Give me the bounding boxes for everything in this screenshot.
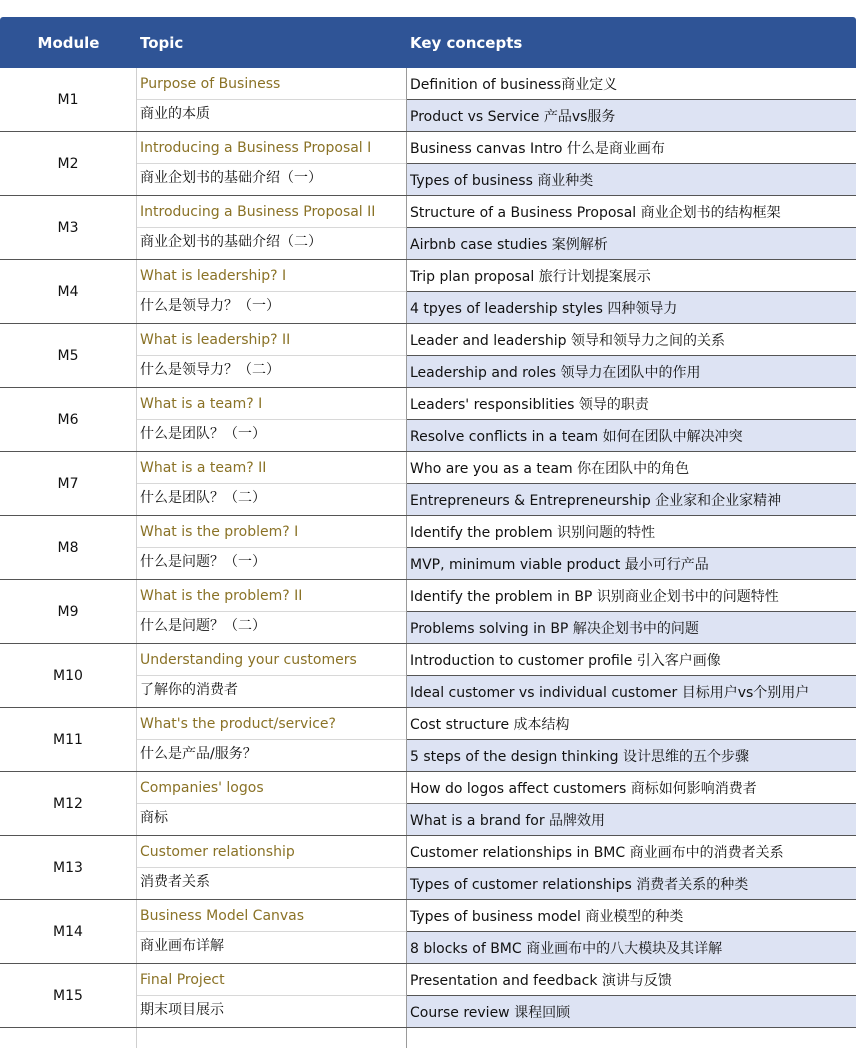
module-cell: M5	[0, 324, 137, 387]
table-row	[0, 964, 856, 1028]
key-concept-2: Ideal customer vs individual customer 目标用户vs个别用户	[407, 676, 856, 707]
table-row	[0, 452, 856, 516]
header-key-concepts: Key concepts	[410, 33, 523, 52]
module-cell: M11	[0, 708, 137, 771]
key-concept-2: 4 tpyes of leadership styles 四种领导力	[407, 292, 856, 323]
header-topic: Topic	[140, 33, 184, 52]
key-concepts-cell	[407, 260, 856, 323]
table-row	[0, 516, 856, 580]
module-cell: M4	[0, 260, 137, 323]
topic-chinese: 商标	[140, 810, 168, 826]
key-concept-1: Trip plan proposal 旅行计划提案展示	[407, 260, 856, 292]
table-header	[0, 17, 856, 68]
key-concepts-cell	[407, 68, 856, 131]
module-cell: M14	[0, 900, 137, 963]
key-concept-2: Airbnb case studies 案例解析	[407, 228, 856, 259]
topic-cell	[137, 836, 407, 899]
topic-english: What is the problem? II	[137, 580, 406, 612]
key-concepts-cell	[407, 324, 856, 387]
key-concepts-cell	[407, 196, 856, 259]
key-concept-1: Presentation and feedback 演讲与反馈	[407, 964, 856, 996]
topic-english: Understanding your customers	[137, 644, 406, 676]
topic-cell	[137, 900, 407, 963]
topic-cell	[137, 772, 407, 835]
key-concept-2: Entrepreneurs & Entrepreneurship 企业家和企业家精神	[407, 484, 856, 515]
topic-chinese: 什么是问题？（二）	[140, 618, 266, 634]
topic-english: Companies' logos	[137, 772, 406, 804]
key-concept-2: Product vs Service 产品vs服务	[407, 100, 856, 131]
module-cell: M3	[0, 196, 137, 259]
table-row	[0, 68, 856, 132]
topic-chinese: 什么是团队？（二）	[140, 490, 266, 506]
key-concepts-cell	[407, 708, 856, 771]
topic-cell	[137, 324, 407, 387]
table-row	[0, 836, 856, 900]
topic-chinese: 了解你的消费者	[140, 682, 238, 698]
key-concepts-cell	[407, 900, 856, 963]
topic-cell	[137, 964, 407, 1027]
key-concept-1: Identify the problem 识别问题的特性	[407, 516, 856, 548]
key-concept-1: Cost structure 成本结构	[407, 708, 856, 740]
module-cell: M7	[0, 452, 137, 515]
topic-chinese: 什么是团队？（一）	[140, 426, 266, 442]
topic-chinese: 商业企划书的基础介绍（二）	[140, 234, 322, 250]
header-module: Module	[37, 33, 100, 52]
key-concepts-cell	[407, 452, 856, 515]
key-concept-2: Course review 课程回顾	[407, 996, 856, 1027]
trailing-cell-topic	[137, 1028, 407, 1048]
topic-chinese: 消费者关系	[140, 874, 210, 890]
key-concept-1: Introduction to customer profile 引入客户画像	[407, 644, 856, 676]
module-cell: M15	[0, 964, 137, 1027]
topic-english: Introducing a Business Proposal II	[137, 196, 406, 228]
module-cell: M12	[0, 772, 137, 835]
topic-cell	[137, 260, 407, 323]
topic-english: Customer relationship	[137, 836, 406, 868]
table-row	[0, 900, 856, 964]
key-concepts-cell	[407, 388, 856, 451]
key-concept-1: Structure of a Business Proposal 商业企划书的结构框架	[407, 196, 856, 228]
key-concept-2: Types of customer relationships 消费者关系的种类	[407, 868, 856, 899]
topic-cell	[137, 708, 407, 771]
key-concept-2: 8 blocks of BMC 商业画布中的八大模块及其详解	[407, 932, 856, 963]
key-concepts-cell	[407, 964, 856, 1027]
topic-cell	[137, 132, 407, 195]
key-concept-1: Identify the problem in BP 识别商业企划书中的问题特性	[407, 580, 856, 612]
topic-chinese: 商业画布详解	[140, 938, 224, 954]
topic-cell	[137, 644, 407, 707]
topic-english: What is leadership? I	[137, 260, 406, 292]
module-cell: M13	[0, 836, 137, 899]
module-cell: M8	[0, 516, 137, 579]
key-concept-2: Types of business 商业种类	[407, 164, 856, 195]
table-row	[0, 644, 856, 708]
table-body	[0, 68, 856, 1028]
key-concept-2: Problems solving in BP 解决企划书中的问题	[407, 612, 856, 643]
key-concept-1: Leaders' responsiblities 领导的职责	[407, 388, 856, 420]
table-row	[0, 708, 856, 772]
key-concept-2: Leadership and roles 领导力在团队中的作用	[407, 356, 856, 387]
topic-cell	[137, 388, 407, 451]
topic-english: Business Model Canvas	[137, 900, 406, 932]
table-row	[0, 324, 856, 388]
key-concept-1: Business canvas Intro 什么是商业画布	[407, 132, 856, 164]
key-concept-2: What is a brand for 品牌效用	[407, 804, 856, 835]
topic-english: What is a team? I	[137, 388, 406, 420]
module-cell: M10	[0, 644, 137, 707]
key-concept-1: Definition of business商业定义	[407, 68, 856, 100]
topic-english: What's the product/service?	[137, 708, 406, 740]
key-concepts-cell	[407, 836, 856, 899]
topic-cell	[137, 196, 407, 259]
topic-cell	[137, 68, 407, 131]
table-trailing-row	[0, 1028, 856, 1048]
topic-cell	[137, 580, 407, 643]
trailing-cell-module	[0, 1028, 137, 1048]
key-concept-2: MVP, minimum viable product 最小可行产品	[407, 548, 856, 579]
topic-english: Introducing a Business Proposal I	[137, 132, 406, 164]
key-concepts-cell	[407, 132, 856, 195]
topic-chinese: 什么是产品/服务？	[140, 746, 257, 762]
table-row	[0, 196, 856, 260]
module-cell: M6	[0, 388, 137, 451]
topic-english: What is a team? II	[137, 452, 406, 484]
key-concept-2: 5 steps of the design thinking 设计思维的五个步骤	[407, 740, 856, 771]
key-concept-1: Types of business model 商业模型的种类	[407, 900, 856, 932]
table-row	[0, 580, 856, 644]
key-concept-1: Leader and leadership 领导和领导力之间的关系	[407, 324, 856, 356]
topic-chinese: 什么是问题？（一）	[140, 554, 266, 570]
curriculum-table	[0, 17, 856, 1048]
key-concept-1: How do logos affect customers 商标如何影响消费者	[407, 772, 856, 804]
table-row	[0, 772, 856, 836]
topic-english: What is leadership? II	[137, 324, 406, 356]
key-concepts-cell	[407, 580, 856, 643]
key-concept-1: Customer relationships in BMC 商业画布中的消费者关系	[407, 836, 856, 868]
topic-chinese: 期末项目展示	[140, 1002, 224, 1018]
key-concepts-cell	[407, 772, 856, 835]
topic-cell	[137, 452, 407, 515]
topic-english: Purpose of Business	[137, 68, 406, 100]
topic-chinese: 什么是领导力？（二）	[140, 362, 280, 378]
module-cell: M2	[0, 132, 137, 195]
key-concept-1: Who are you as a team 你在团队中的角色	[407, 452, 856, 484]
topic-chinese: 商业企划书的基础介绍（一）	[140, 170, 322, 186]
module-cell: M1	[0, 68, 137, 131]
topic-english: What is the problem? I	[137, 516, 406, 548]
table-row	[0, 388, 856, 452]
topic-chinese: 什么是领导力？（一）	[140, 298, 280, 314]
key-concepts-cell	[407, 516, 856, 579]
topic-english: Final Project	[137, 964, 406, 996]
topic-cell	[137, 516, 407, 579]
key-concepts-cell	[407, 644, 856, 707]
module-cell: M9	[0, 580, 137, 643]
table-row	[0, 260, 856, 324]
topic-chinese: 商业的本质	[140, 106, 210, 122]
key-concept-2: Resolve conflicts in a team 如何在团队中解决冲突	[407, 420, 856, 451]
table-row	[0, 132, 856, 196]
